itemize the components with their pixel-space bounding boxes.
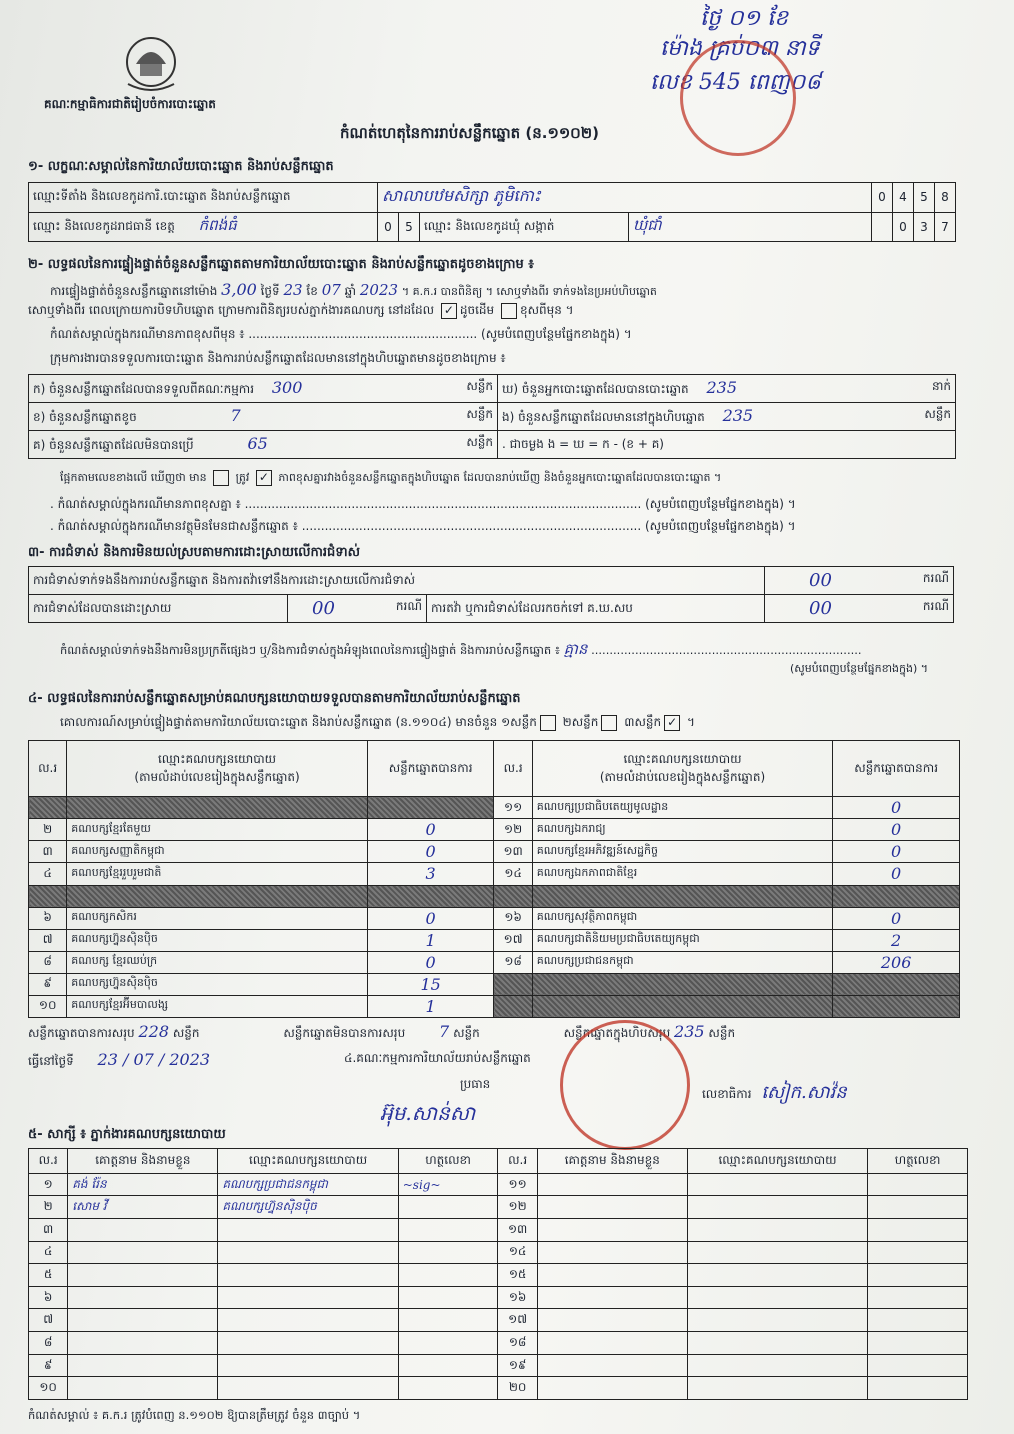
- party-votes: 15: [367, 973, 494, 995]
- witness-party: [218, 1354, 398, 1377]
- nec-emblem-icon: [118, 34, 184, 94]
- sheets-line: គោលការណ៍សម្រាប់ផ្ទៀងផ្ទាត់តាមការិយាល័យបោះឆ្នោត និងរាប់សន្លឹកឆ្នោត (ន.១១០៤) មានចំនួន ១សន្លឹក ២សន្លឹក ៣សន្លឹក ✓ ។: [60, 714, 695, 729]
- match-line: ផ្អែកតាមលេខខាងលើ ឃើញថា មាន ត្រូវ ✓ ភាពខុសគ្នារវាងចំនួនសន្លឹកឆ្នោតក្នុងហិបឆ្នោត ដែលបានរាប់ឃើញ និងចំនួនអ្នកបោះឆ្នោតដែលបានបោះឆ្នោត ។: [60, 470, 722, 484]
- witness-no: ១: [29, 1173, 68, 1196]
- witness-sign: [398, 1286, 498, 1309]
- irregularity-note: កំណត់សម្គាល់ទាក់ទងនឹងការមិនប្រក្រតីផ្សេងៗ ឬ/និងការជំទាស់ក្នុងអំឡុងពេលនៃការផ្ទៀងផ្ទាត់ និងការរាប់សន្លឹកឆ្នោត ៖ គ្មាន ..........................................................................: [60, 640, 862, 658]
- resolved-label: ការជំទាស់ដែលបានដោះស្រាយ: [29, 595, 288, 623]
- commune-digit: 7: [935, 212, 956, 242]
- same-checkbox[interactable]: ✓: [441, 303, 457, 319]
- party-name: គណបក្សឯករាជ្យ: [532, 819, 832, 841]
- header-signature: ហត្ថលេខា: [398, 1149, 498, 1174]
- table-row: [29, 973, 960, 995]
- witness-sign: [398, 1264, 498, 1287]
- witness-name: [68, 1241, 218, 1264]
- section1-title: ១- លក្ខណៈសម្គាល់នៃការិយាល័យបោះឆ្នោត និងរាប់សន្លឹកឆ្នោត: [28, 159, 334, 174]
- header-votes: សន្លឹកឆ្នោតបានការ: [833, 741, 960, 797]
- party-votes: 0: [833, 907, 960, 929]
- party-name: គណបក្សជាតិនិយមប្រជាធិបតេយ្យកម្ពុជា: [532, 929, 832, 951]
- party-no: ១៨: [494, 951, 532, 973]
- table-row: [29, 819, 960, 841]
- witness-party: [218, 1332, 398, 1355]
- witness-no: ៦: [29, 1286, 68, 1309]
- province-digit: 5: [399, 212, 420, 242]
- header-party: ឈ្មោះគណបក្សនយោបាយ: [218, 1149, 398, 1174]
- witness-no: ២០: [498, 1377, 537, 1400]
- witness-empty-cell: [868, 1264, 968, 1287]
- party-no: [494, 885, 532, 907]
- footer-note: កំណត់សម្គាល់ ៖ គ.ក.រ ត្រូវបំពេញ ន.១១០២ ឱ្យបានត្រឹមត្រូវ ចំនួន ៣ច្បាប់ ។: [28, 1408, 361, 1422]
- witness-empty-cell: [868, 1241, 968, 1264]
- annotation-line2: ម៉ោង គ្រប់០៣ នាទី: [660, 36, 820, 61]
- section1-table: [28, 182, 956, 242]
- witness-sign: [398, 1332, 498, 1355]
- red-stamp-top: [680, 40, 796, 156]
- commune-digit: 3: [914, 212, 935, 242]
- party-results-table: [28, 740, 960, 1018]
- party-votes: 1: [367, 929, 494, 951]
- red-stamp-committee: [560, 1020, 690, 1150]
- table-row: [29, 1264, 968, 1287]
- header-name: គោត្តនាម និងនាមខ្លួន: [68, 1149, 218, 1174]
- witness-empty-cell: [537, 1218, 687, 1241]
- header-signature: ហត្ថលេខា: [868, 1149, 968, 1174]
- party-votes: 0: [367, 819, 494, 841]
- header-no: ល.រ: [29, 1149, 68, 1174]
- party-name: គណបក្សសុវត្ថិភាពកម្ពុជា: [532, 907, 832, 929]
- witness-sign: [398, 1354, 498, 1377]
- witness-party: [218, 1241, 398, 1264]
- witness-empty-cell: [687, 1354, 867, 1377]
- counts-table: [28, 374, 956, 459]
- table-row: [29, 1286, 968, 1309]
- witness-no: ៣: [29, 1218, 68, 1241]
- witness-empty-cell: [868, 1377, 968, 1400]
- witness-no: ៩: [29, 1354, 68, 1377]
- party-name: [532, 973, 832, 995]
- table-row: [29, 951, 960, 973]
- witness-empty-cell: [868, 1286, 968, 1309]
- witness-no: ១៧: [498, 1309, 537, 1332]
- party-no: ២: [29, 819, 67, 841]
- witness-name: [68, 1309, 218, 1332]
- witness-empty-cell: [868, 1354, 968, 1377]
- party-no: [29, 797, 67, 819]
- witness-table: [28, 1148, 968, 1400]
- party-no: ១០: [29, 995, 67, 1017]
- party-votes: [833, 995, 960, 1017]
- witness-empty-cell: [687, 1286, 867, 1309]
- chief-label: ប្រធាន: [460, 1077, 491, 1091]
- party-votes: 0: [367, 841, 494, 863]
- difference-note: . កំណត់សម្គាល់ក្នុងករណីមានភាពខុសគ្នា ៖ ........................................................................................................ (សូមបំពេញបន្ថែមផ្នែកខាងក្នុង) ។: [50, 497, 796, 511]
- witness-no: ១៣: [498, 1218, 537, 1241]
- location-digit: 5: [914, 183, 935, 213]
- party-votes: [367, 797, 494, 819]
- location-value: សាលាបឋមសិក្សា ភូមិកោះ: [378, 183, 872, 213]
- table-row: [29, 1196, 968, 1219]
- spoiled-sheets-row: ខ) ចំនួនសន្លឹកឆ្នោតខូច 7 សន្លឹក: [29, 403, 498, 431]
- witness-no: ២: [29, 1196, 68, 1219]
- party-no: ៤: [29, 863, 67, 885]
- party-no: [29, 885, 67, 907]
- witness-name: [68, 1286, 218, 1309]
- objection-count: 00 ករណី: [765, 567, 954, 595]
- witness-empty-cell: [687, 1173, 867, 1196]
- objections-table: [28, 566, 954, 623]
- party-votes: [833, 973, 960, 995]
- party-votes: 0: [367, 907, 494, 929]
- witness-name: [68, 1354, 218, 1377]
- witness-name: សោម វី: [68, 1196, 218, 1219]
- header-party: ឈ្មោះគណបក្សនយោបាយ (តាមលំដាប់លេខរៀងក្នុងសន្លឹកឆ្នោត): [67, 741, 367, 797]
- form-title: កំណត់ហេតុនៃការរាប់សន្លឹកឆ្នោត (ន.១១០២): [340, 124, 600, 142]
- witness-name: [68, 1332, 218, 1355]
- party-name: [532, 885, 832, 907]
- table-row: [29, 995, 960, 1017]
- section2-title: ២- លទ្ធផលនៃការផ្ទៀងផ្ទាត់ចំនួនសន្លឹកឆ្នោតតាមការិយាល័យបោះឆ្នោត និងរាប់សន្លឹកឆ្នោតដូចខាងក្រោម ៖: [28, 257, 534, 272]
- table-row: [29, 907, 960, 929]
- province-label: ឈ្មោះ និងលេខកូដរាជធានី ខេត្ត កំពង់ធំ: [29, 212, 378, 242]
- party-votes: 0: [833, 841, 960, 863]
- header-no: ល.រ: [498, 1149, 537, 1174]
- witness-party: [218, 1309, 398, 1332]
- witness-empty-cell: [868, 1332, 968, 1355]
- table-row: [29, 1218, 968, 1241]
- party-name: គណបក្សសញ្ញាតិកម្ពុជា: [67, 841, 367, 863]
- table-row: [29, 841, 960, 863]
- witness-sign: [398, 1377, 498, 1400]
- seal-note: កំណត់សម្គាល់ក្នុងករណីមានភាពខុសពីមុន ៖ ............................................................ (សូមបំពេញបន្ថែមផ្នែកខាងក្នុង) ។: [50, 327, 632, 341]
- witness-empty-cell: [537, 1354, 687, 1377]
- party-name: [67, 885, 367, 907]
- witness-no: ១៨: [498, 1332, 537, 1355]
- witness-empty-cell: [537, 1241, 687, 1264]
- party-no: ៣: [29, 841, 67, 863]
- witness-empty-cell: [537, 1196, 687, 1219]
- party-no: ៦: [29, 907, 67, 929]
- section3-title: ៣- ការជំទាស់ និងការមិនយល់ស្របតាមការដោះស្រាយលើការជំទាស់: [28, 545, 360, 560]
- table-row: [29, 863, 960, 885]
- witness-no: ១៦: [498, 1286, 537, 1309]
- party-no: ១៣: [494, 841, 532, 863]
- witness-no: ១៩: [498, 1354, 537, 1377]
- location-label: ឈ្មោះទីតាំង និងលេខកូដការិ.បោះឆ្នោត និងរាប់សន្លឹកឆ្នោត: [29, 183, 378, 213]
- party-name: គណបក្សហ្វ៊ុនស៊ិនប៉ិច: [67, 973, 367, 995]
- resolved-count: 00 ករណី: [288, 595, 427, 623]
- date-line: ធ្វើនៅថ្ងៃទី 23 / 07 / 2023: [28, 1050, 211, 1069]
- header-no: ល.រ: [494, 741, 532, 797]
- witness-empty-cell: [537, 1173, 687, 1196]
- witness-no: ១២: [498, 1196, 537, 1219]
- witness-no: ៥: [29, 1264, 68, 1287]
- different-checkbox[interactable]: [501, 303, 517, 319]
- witness-no: ១១: [498, 1173, 537, 1196]
- header-party: ឈ្មោះគណបក្សនយោបាយ (តាមលំដាប់លេខរៀងក្នុងសន្លឹកឆ្នោត): [532, 741, 832, 797]
- annotation-line1: ថ្ងៃ ០១ ខែ: [700, 6, 789, 31]
- location-digit: 0: [872, 183, 893, 213]
- witness-sign: [398, 1218, 498, 1241]
- sheet1-checkbox[interactable]: [540, 715, 556, 731]
- witness-sign: [398, 1309, 498, 1332]
- location-digit: 8: [935, 183, 956, 213]
- voters-row: ឃ) ចំនួនអ្នកបោះឆ្នោតដែលបានបោះឆ្នោត 235 នាក់: [498, 375, 956, 403]
- witness-empty-cell: [537, 1332, 687, 1355]
- witness-empty-cell: [687, 1377, 867, 1400]
- party-no: ១៧: [494, 929, 532, 951]
- party-votes: 1: [367, 995, 494, 1017]
- commune-value: ឃុំជាំ: [629, 212, 872, 242]
- sheet3-checkbox[interactable]: ✓: [664, 715, 680, 731]
- witness-empty-cell: [687, 1309, 867, 1332]
- witness-no: ១០: [29, 1377, 68, 1400]
- party-name: គណបក្សខ្មែរតែមួយ: [67, 819, 367, 841]
- party-name: គណបក្ស ខ្មែរឈប់ក្រ: [67, 951, 367, 973]
- witness-sign: [398, 1241, 498, 1264]
- witness-party: [218, 1264, 398, 1287]
- witness-empty-cell: [537, 1377, 687, 1400]
- party-votes: 0: [833, 797, 960, 819]
- province-digit: 0: [378, 212, 399, 242]
- witness-no: ៤: [29, 1241, 68, 1264]
- witness-sign: ~sig~: [398, 1173, 498, 1196]
- party-name: គណបក្សហ្វ៊ុនស៊ិនប៉ិច: [67, 929, 367, 951]
- witness-sign: [398, 1196, 498, 1219]
- witness-empty-cell: [687, 1241, 867, 1264]
- witness-name: [68, 1377, 218, 1400]
- witness-party: [218, 1377, 398, 1400]
- witness-empty-cell: [687, 1196, 867, 1219]
- witness-empty-cell: [868, 1173, 968, 1196]
- header-name: គោត្តនាម និងនាមខ្លួន: [537, 1149, 687, 1174]
- seal-line: សោឬទាំងពីរ ពេលក្រោយការបិទហិបឆ្នោត ក្រោមការពិនិត្យរបស់ភ្នាក់ងារគណបក្ស នៅដដែល ✓ ដូចដើម ខុសពីមុន ។: [28, 302, 574, 317]
- irregularity-note-end: (សូមបំពេញបន្ថែមផ្នែកខាងក្នុង) ។: [790, 662, 929, 675]
- party-no: ១២: [494, 819, 532, 841]
- table-row: [29, 1332, 968, 1355]
- table-row: [29, 1377, 968, 1400]
- section4-title: ៤- លទ្ធផលនៃការរាប់សន្លឹកឆ្នោតសម្រាប់គណបក្សនយោបាយទទួលបានតាមការិយាល័យរាប់សន្លឹកឆ្នោត: [28, 691, 521, 706]
- party-no: [494, 995, 532, 1017]
- party-name: គណបក្សឯកភាពជាតិខ្មែរ: [532, 863, 832, 885]
- party-votes: [833, 885, 960, 907]
- section5-title: ៥- សាក្សី ៖ ភ្នាក់ងារគណបក្សនយោបាយ: [28, 1127, 226, 1142]
- party-name: គណបក្សកសិករ: [67, 907, 367, 929]
- witness-empty-cell: [537, 1286, 687, 1309]
- annotation-line3: លេខ 545 ពេញ០៨: [650, 70, 821, 95]
- secretary-line: លេខាធិការ សៀក.សាវ៉ន: [702, 1082, 847, 1103]
- witness-empty-cell: [687, 1332, 867, 1355]
- party-name: [532, 995, 832, 1017]
- witness-empty-cell: [537, 1309, 687, 1332]
- party-name: [67, 797, 367, 819]
- header-votes: សន្លឹកឆ្នោតបានការ: [367, 741, 494, 797]
- witness-party: គណបក្សហ្វ៊ុនស៊ិនប៉ិច: [218, 1196, 398, 1219]
- witness-name: [68, 1264, 218, 1287]
- party-votes: 0: [833, 819, 960, 841]
- escalated-count: 00 ករណី: [765, 595, 954, 623]
- witness-no: ១៤: [498, 1241, 537, 1264]
- org-name: គណៈកម្មាធិការជាតិរៀបចំការបោះឆ្នោត: [44, 97, 216, 111]
- party-no: [494, 973, 532, 995]
- party-no: ៩: [29, 973, 67, 995]
- received-sheets-row: ក) ចំនួនសន្លឹកឆ្នោតដែលបានទទួលពីគណៈកម្មការ 300 សន្លឹក: [29, 375, 498, 403]
- foreign-object-note: . កំណត់សម្គាល់ក្នុងករណីមានវត្ថុមិនមែនជាសន្លឹកឆ្នោត ៖ ......................................................................................... (សូមបំពេញបន្ថែមផ្នែកខាងក្នុង) ។: [50, 519, 796, 533]
- party-votes: 2: [833, 929, 960, 951]
- formula: . ជាចម្ងង ង = ឃ = ក - (ខ + គ): [498, 431, 956, 459]
- party-votes: 0: [367, 951, 494, 973]
- totals-line: សន្លឹកឆ្នោតបានការសរុប 228 សន្លឹក សន្លឹកឆ្នោតមិនបានការសរុប 7 សន្លឹក សន្លឹកឆ្នោតក្នុងហិបសរុប 235 សន្លឹក: [28, 1022, 736, 1041]
- party-no: ១៤: [494, 863, 532, 885]
- party-no: ៨: [29, 951, 67, 973]
- commune-label: ឈ្មោះ និងលេខកូដឃុំ សង្កាត់: [420, 212, 629, 242]
- objection-row: ការជំទាស់ទាក់ទងនឹងការរាប់សន្លឹកឆ្នោត និងការតវ៉ាទៅនឹងការដោះស្រាយលើការជំទាស់: [29, 567, 765, 595]
- witness-empty-cell: [868, 1309, 968, 1332]
- party-name: គណបក្សខ្មែររួបរួមជាតិ: [67, 863, 367, 885]
- committee-label: ៤.គណៈកម្មការការិយាល័យរាប់សន្លឹកឆ្នោត: [344, 1051, 531, 1065]
- table-row: [29, 1241, 968, 1264]
- witness-name: គង់ រ៉ែន: [68, 1173, 218, 1196]
- header-no: ល.រ: [29, 741, 67, 797]
- counts-intro: ក្រុមការងារបានទទួលការបោះឆ្នោត និងការរាប់សន្លឹកឆ្នោតដែលមាននៅក្នុងហិបឆ្នោតមានដូចខាងក្រោម ៖: [50, 351, 506, 365]
- witness-party: [218, 1218, 398, 1241]
- party-name: គណបក្សប្រជាធិបតេយ្យមូលដ្ឋាន: [532, 797, 832, 819]
- party-name: គណបក្សខ្មែរអភិវឌ្ឍន៍សេដ្ឋកិច្ច: [532, 841, 832, 863]
- witness-party: គណបក្សប្រជាជនកម្ពុជា: [218, 1173, 398, 1196]
- party-no: ៧: [29, 929, 67, 951]
- verification-line: ការផ្ទៀងផ្ទាត់ចំនួនសន្លឹកឆ្នោតនៅម៉ោង 3,00 ថ្ងៃទី 23 ខែ 07 ឆ្នាំ 2023 ។ គ.ក.រ បានពិនិត្យ ។ សោឬទាំងពីរ ទាក់ទងនៃប្រអប់ហិបឆ្នោត: [50, 280, 657, 299]
- witness-no: ១៥: [498, 1264, 537, 1287]
- witness-no: ៨: [29, 1332, 68, 1355]
- table-row: [29, 1354, 968, 1377]
- chief-signature: អ៊ុម.សាន់សា: [380, 1101, 476, 1125]
- witness-party: [218, 1286, 398, 1309]
- witness-empty-cell: [868, 1218, 968, 1241]
- party-votes: 0: [833, 863, 960, 885]
- witness-no: ៧: [29, 1309, 68, 1332]
- commune-digit: 0: [893, 212, 914, 242]
- table-row: [29, 885, 960, 907]
- party-name: គណបក្សប្រជាជនកម្ពុជា: [532, 951, 832, 973]
- witness-empty-cell: [687, 1218, 867, 1241]
- party-votes: 3: [367, 863, 494, 885]
- has-checkbox[interactable]: [213, 470, 229, 486]
- party-no: ១១: [494, 797, 532, 819]
- table-row: [29, 929, 960, 951]
- table-row: [29, 1173, 968, 1196]
- difference-checkbox[interactable]: ✓: [256, 470, 272, 486]
- party-votes: [367, 885, 494, 907]
- party-name: គណបក្សខ្មែរអ៊ីមបាលង្ស: [67, 995, 367, 1017]
- witness-empty-cell: [687, 1264, 867, 1287]
- ballots-in-box-row: ង) ចំនួនសន្លឹកឆ្នោតដែលមាននៅក្នុងហិបឆ្នោត 235 សន្លឹក: [498, 403, 956, 431]
- party-no: ១៦: [494, 907, 532, 929]
- table-row: [29, 1309, 968, 1332]
- header-party: ឈ្មោះគណបក្សនយោបាយ: [687, 1149, 867, 1174]
- escalated-label: ការតវ៉ា ឬការជំទាស់ដែលរកចក់ទៅ គ.ឃ.សប: [427, 595, 765, 623]
- sheet2-checkbox[interactable]: [601, 715, 617, 731]
- witness-name: [68, 1218, 218, 1241]
- location-digit: 4: [893, 183, 914, 213]
- witness-empty-cell: [868, 1196, 968, 1219]
- witness-empty-cell: [537, 1264, 687, 1287]
- unused-sheets-row: គ) ចំនួនសន្លឹកឆ្នោតដែលមិនបានប្រើ 65 សន្លឹក: [29, 431, 498, 459]
- party-votes: 206: [833, 951, 960, 973]
- table-row: [29, 797, 960, 819]
